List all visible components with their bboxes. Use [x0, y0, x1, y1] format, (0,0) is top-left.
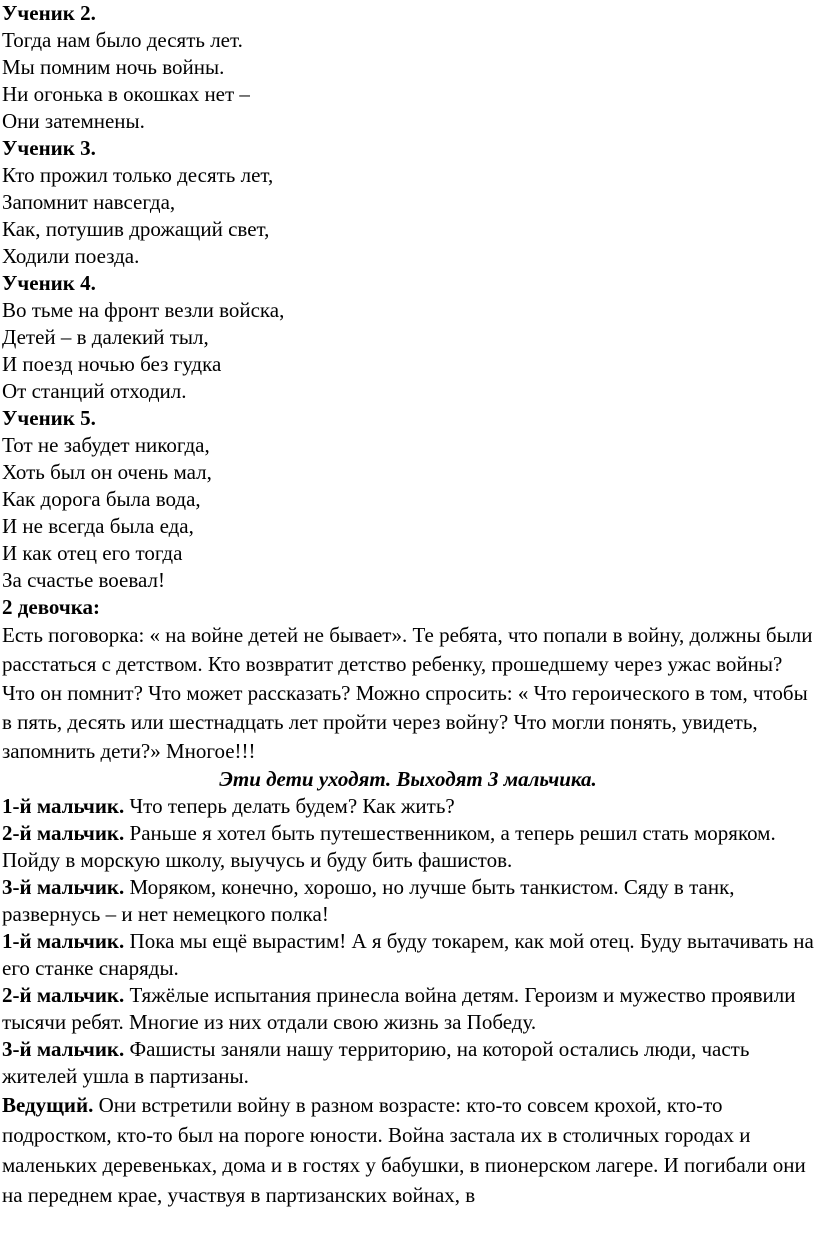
poem-line: Запомнит навсегда,	[2, 190, 176, 214]
speaker-label: 2 девочка:	[2, 595, 100, 619]
dialogue-text: Фашисты заняли нашу территорию, на которой остались люди, часть жителей ушла в партизаны.	[2, 1037, 750, 1088]
host-speech	[2, 1090, 814, 1210]
speaker-label: 2-й мальчик.	[2, 983, 125, 1007]
poem-line: Хоть был он очень мал,	[2, 460, 212, 484]
speaker-label: Ученик 4.	[2, 271, 96, 295]
dialogue-line	[2, 982, 814, 1036]
dialogue-text: Что теперь делать будем? Как жить?	[124, 794, 455, 818]
speaker-label: 3-й мальчик.	[2, 1037, 125, 1061]
poem-line: Мы помним ночь войны.	[2, 55, 225, 79]
dialogue-text: Пока мы ещё вырастим! А я буду токарем, как мой отец. Буду вытачивать на его станке снаряды.	[2, 929, 814, 980]
poem-line: Тот не забудет никогда,	[2, 433, 210, 457]
poem-line: И не всегда была еда,	[2, 514, 194, 538]
poem-line: За счастье воевал!	[2, 568, 165, 592]
speaker-label: Ученик 5.	[2, 406, 96, 430]
poem-line: Тогда нам было десять лет.	[2, 28, 243, 52]
speaker-label: 1-й мальчик.	[2, 794, 125, 818]
poem-block	[2, 270, 814, 405]
dialogue-line	[2, 1036, 814, 1090]
girl-speech: Есть поговорка: « на войне детей не бывает». Те ребята, что попали в войну, должны были расстаться с детством. Кто возвратит детство ребенку, прошедшему через ужас войны? Что он помнит? Что может рассказать? Можно спросить: « Что героического в том, чтобы в пять, десять или шестнадцать лет пройти через войну? Что могли понять, увидеть, запомнить дети?» Многое!!!	[2, 623, 813, 763]
poem-line: Ни огонька в окошках нет –	[2, 82, 250, 106]
speaker-label: Ученик 3.	[2, 136, 96, 160]
poem-line: И как отец его тогда	[2, 541, 183, 565]
speaker-label: Ученик 2.	[2, 1, 96, 25]
dialogue-text: Тяжёлые испытания принесла война детям. Героизм и мужество проявили тысячи ребят. Многие из них отдали свою жизнь за Победу.	[2, 983, 796, 1034]
poem-line: Они затемнены.	[2, 109, 145, 133]
poem-block	[2, 405, 814, 594]
girl-section	[2, 594, 814, 766]
poem-line: Во тьме на фронт везли войска,	[2, 298, 285, 322]
poem-line: Как дорога была вода,	[2, 487, 201, 511]
dialogue	[2, 793, 814, 1090]
poem-line: От станций отходил.	[2, 379, 187, 403]
poem-line: Детей – в далекий тыл,	[2, 325, 209, 349]
poem-block	[2, 135, 814, 270]
poem-line: Кто прожил только десять лет,	[2, 163, 274, 187]
dialogue-line	[2, 793, 814, 820]
speaker-label: 1-й мальчик.	[2, 929, 125, 953]
poem-line: И поезд ночью без гудка	[2, 352, 222, 376]
speaker-label: Ведущий.	[2, 1093, 94, 1117]
document-page	[2, 0, 814, 1210]
poem-line: Ходили поезда.	[2, 244, 140, 268]
dialogue-line	[2, 874, 814, 928]
dialogue-line	[2, 820, 814, 874]
speaker-label: 3-й мальчик.	[2, 875, 125, 899]
speaker-label: 2-й мальчик.	[2, 821, 125, 845]
host-text: Они встретили войну в разном возрасте: кто-то совсем крохой, кто-то подростком, кто-то был на пороге юности. Война застала их в столичных городах и маленьких деревеньках, дома и в гостях у бабушки, в пионерском лагере. И погибали они на переднем крае, участвуя в партизанских войнах, в	[2, 1093, 806, 1207]
poem-block	[2, 0, 814, 135]
dialogue-text: Раньше я хотел быть путешественником, а теперь решил стать моряком. Пойду в морскую школу, выучусь и буду бить фашистов.	[2, 821, 776, 872]
dialogue-line	[2, 928, 814, 982]
poem-line: Как, потушив дрожащий свет,	[2, 217, 270, 241]
dialogue-text: Моряком, конечно, хорошо, но лучше быть танкистом. Сяду в танк, развернусь – и нет немецкого полка!	[2, 875, 735, 926]
stage-direction: Эти дети уходят. Выходят 3 мальчика.	[219, 767, 597, 791]
